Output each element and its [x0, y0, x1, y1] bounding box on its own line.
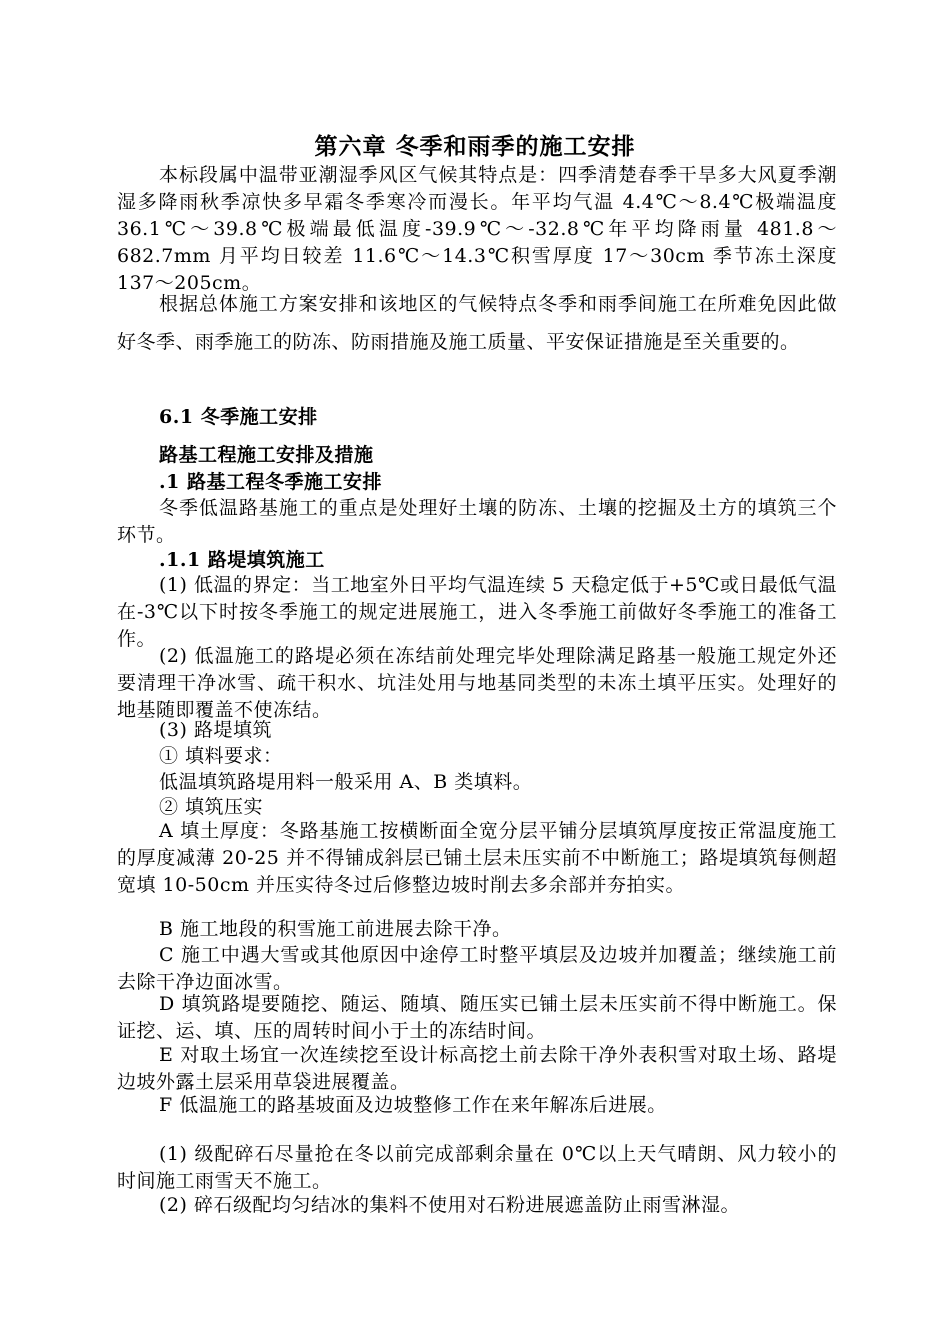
- intro-paragraph: 本标段属中温带亚潮湿季风区气候其特点是：四季清楚春季干旱多大风夏季潮湿多降雨秋季凉快多早霜冬季寒冷而漫长。年平均气温 4.4℃～8.4℃极端温度 36.1℃～39.8℃极端最低温度-39.9℃～-32.8℃年平均降雨量 481.8～682.7mm 月平均日较差 11.6℃～14.3℃积雪厚度 17～30cm 季节冻土深度 137～205cm。: [117, 164, 837, 294]
- item-1: (1) 低温的界定：当工地室外日平均气温连续 5 天稳定低于+5℃或日最低气温在-3℃以下时按冬季施工的规定进展施工，进入冬季施工前做好冬季施工的准备工作。: [117, 574, 837, 650]
- sub-item-1: ① 填料要求：: [159, 745, 283, 767]
- gravel-item-1: (1) 级配碎石尽量抢在冬以前完成部剩余量在 0℃以上天气晴朗、风力较小的时间施工雨雪天不施工。: [117, 1143, 837, 1192]
- sub-item-2: ② 填筑压实: [159, 796, 264, 818]
- paragraph-e: E 对取土场宜一次连续挖至设计标高挖土前去除干净外表积雪对取土场、路堤边坡外露土层采用草袋进展覆盖。: [117, 1044, 837, 1093]
- paragraph-f: F 低温施工的路基坡面及边坡整修工作在来年解冻后进展。: [159, 1094, 667, 1116]
- paragraph-b: B 施工地段的积雪施工前进展去除干净。: [159, 918, 512, 940]
- subsection-heading-roadbed: 路基工程施工安排及措施: [159, 444, 374, 466]
- item-3: (3) 路堤填筑: [159, 719, 272, 741]
- item-2: (2) 低温施工的路堤必须在冻结前处理完毕处理除满足路基一般施工规定外还要清理干净冰雪、疏干积水、坑洼处用与地基同类型的未冻土填平压实。处理好的地基随即覆盖不使冻结。: [117, 645, 837, 721]
- paragraph-2: 根据总体施工方案安排和该地区的气候特点冬季和雨季间施工在所难免因此做好冬季、雨季施工的防冻、防雨措施及施工质量、平安保证措施是至关重要的。: [117, 293, 837, 353]
- paragraph-winter-focus: 冬季低温路基施工的重点是处理好土壤的防冻、土壤的挖掘及土方的填筑三个环节。: [117, 497, 837, 546]
- paragraph-a: A 填土厚度：冬路基施工按横断面全宽分层平铺分层填筑厚度按正常温度施工的厚度减薄 20-25 并不得铺成斜层已铺土层未压实前不中断施工；路堤填筑每侧超宽填 10-50cm 并压实待冬过后修整边坡时削去多余部并夯拍实。: [117, 820, 837, 896]
- subsection-heading-winter: .1 路基工程冬季施工安排: [159, 471, 382, 493]
- chapter-title: 第六章 冬季和雨季的施工安排: [314, 133, 636, 160]
- gravel-item-2: (2) 碎石级配均匀结冰的集料不使用对石粉进展遮盖防止雨雪淋湿。: [159, 1194, 740, 1216]
- sub-item-1-text: 低温填筑路堤用料一般采用 A、B 类填料。: [159, 771, 533, 793]
- section-heading-6-1: 6.1 冬季施工安排: [159, 406, 318, 428]
- paragraph-d: D 填筑路堤要随挖、随运、随填、随压实已铺土层未压实前不得中断施工。保证挖、运、填、压的周转时间小于土的冻结时间。: [117, 993, 837, 1042]
- subsection-heading-embankment: .1.1 路堤填筑施工: [159, 549, 325, 571]
- paragraph-c: C 施工中遇大雪或其他原因中途停工时整平填层及边坡并加覆盖；继续施工前去除干净边面冰雪。: [117, 944, 837, 993]
